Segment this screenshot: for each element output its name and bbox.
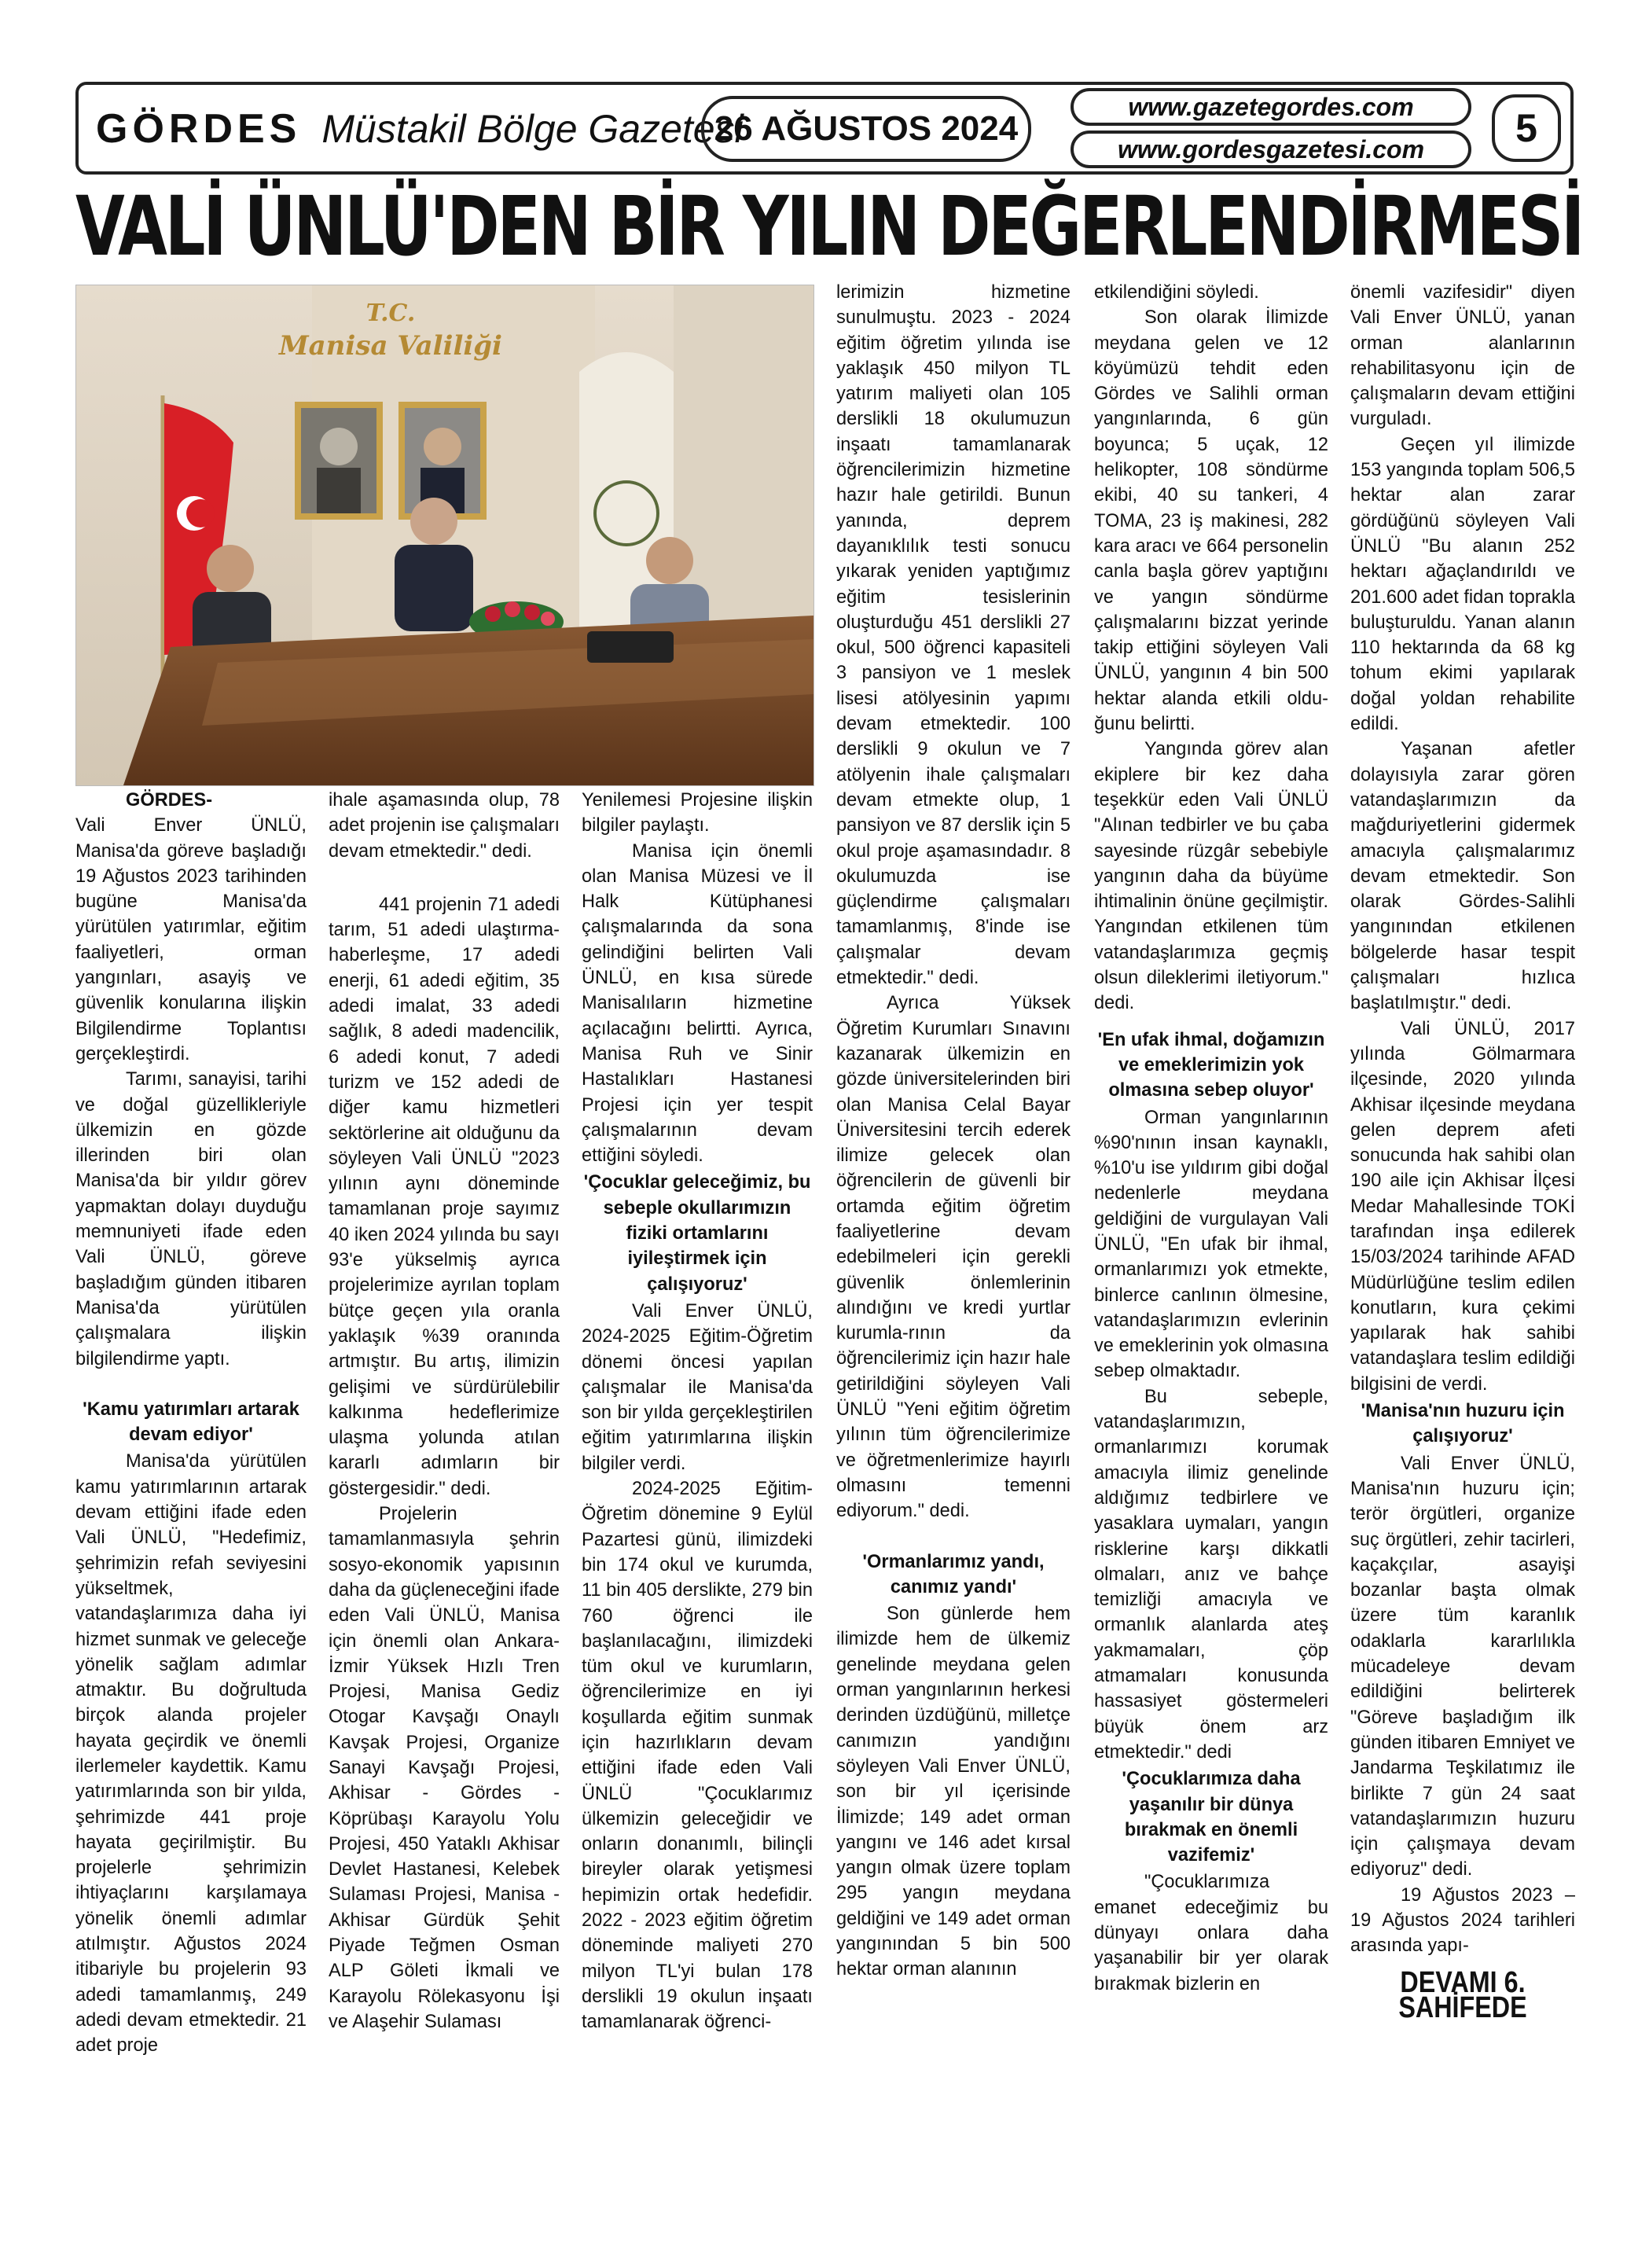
paragraph: Projelerin tamamlanmasıyla şehrin sosyo-ekonomik yapısının daha da güçleneceğini ifade eden Vali ÜNLÜ, Manisa için önemli olan Ankara-İzmir Yüksek Hızlı Tren Projesi, Manisa Gediz Otogar Kavşağı Onaylı Kavşak Projesi, Organize Sanayi Kavşağı Projesi, Akhisar - Gördes - Köprübaşı Karayolu Yolu Projesi, 450 Yataklı Akhisar Devlet Hastanesi, Kelebek Sulaması Projesi, Manisa -Akhisar Gürdük Şehit Piyade Teğmen Osman ALP Göleti İkmali ve Karayolu Rölekasyonu İşi ve Alaşehir Sulaması (329, 1504, 560, 2032)
dateline: GÖRDES- (126, 790, 213, 811)
newspaper-subtitle: Müstakil Bölge Gazetesi (321, 107, 744, 151)
paragraph: Son günlerde hem ilimizde hem de ülkemiz genelinde meydana gelen orman yangınlarının herkesi derinden üzdüğünü, milletçe canımızın yandığını söyleyen Vali Enver ÜNLÜ, son bir yıl içerisinde İlimizde; 149 adet orman yangını ve 146 adet kırsal yangın olmak üzere toplam 295 yangın meydana geldiğini ve 149 adet orman yangınından 5 bin 500 hektar orman alanının (836, 1604, 1071, 1980)
paragraph: Ayrıca Yüksek Öğretim Kurumları Sınavını kazanarak ülkemizin en gözde üniversitelerinden biri olan Manisa Celal Bayar Üniversitesini tercih ederek ilimize gelecek olan öğrencilerin de güvenli bir ortamda eğitim öğretim faaliyetlerine devam edebilmeleri için gerekli güvenlik önlemlerinin alındığını ve kredi yurtlar kurumla-rının da öğrencilerimiz için hazır hale getirildiğini söyleyen Vali ÜNLÜ "Yeni eğitim öğretim yılının tüm öğrencilerimize ve öğretmenlerimize hayırlı olmasını temenni ediyorum." dedi. (836, 993, 1071, 1522)
continued-on-page-link[interactable]: DEVAMI 6. SAHİFEDE (1398, 1965, 1527, 2024)
paragraph: Yangında görev alan ekiplere bir kez daha teşekkür eden Vali ÜNLÜ "Alınan tedbirler ve bu çaba sayesinde rüzgâr sebebiyle yangının daha da büyüme ihtimalinin önüne geçilmiştir. Yangından etkilenen tüm vatandaşlarımıza geçmiş olsun dileklerimi iletiyorum." dedi. (1094, 739, 1328, 1014)
paragraph: lerimizin hizmetine sunulmuştu. 2023 - 2024 eğitim öğretim yılında ise yaklaşık 450 milyon TL yatırım maliyeti olan 105 derslikli 18 okulumuzun inşaatı tamamlanarak öğrencilerimizin hizmetine hazır hale getirildi. Bunun yanında, deprem dayanıklılık testi sonucu yıkarak yeniden yaptığımız eğitim tesislerinin oluşturduğu 451 derslikli 27 okul, 500 öğrenci kapasiteli 3 pansiyon ve 1 meslek lisesi atölyesinin yapımı devam etmektedir. 100 derslikli 9 okulun ve 7 atölyenin ihale çalışmaları devam etmekte olup, 1 pansiyon ve 87 derslik için 5 okul proje aşamasındadır. 8 okulumuzda ise güçlendirme çalışmaları tamamlanmış, 8'inde ise çalışmalar devam etmektedir." dedi. (836, 282, 1071, 989)
paragraph: Yaşanan afetler dolayısıyla zarar gören vatandaşlarımızın da mağduriyetlerini gidermek amacıyla çalışmalarımız devam etmektedir. Son olarak Gördes-Salihli yangınından etkilenen bölgelerde hasar tespit çalışmaları hızlıca başlatılmıştır." dedi. (1350, 739, 1575, 1014)
paragraph: etkilendiğini söyledi. (1094, 282, 1259, 303)
column-4 (836, 280, 1071, 1983)
newspaper-name: GÖRDES (96, 106, 302, 152)
column-3 (582, 788, 813, 2035)
subheading: 'Çocuklar geleceğimiz, bu sebeple okullarımızın fiziki ortamlarını iyileştirmek için çalışıyoruz' (583, 1172, 811, 1295)
masthead (75, 82, 1574, 175)
subheading: 'Çocuklarımıza daha yaşanılır bir dünya bırakmak en önemli vazifemiz' (1122, 1769, 1301, 1866)
subheading: 'Ormanlarımız yandı, canımız yandı' (862, 1551, 1045, 1597)
paragraph: 19 Ağustos 2023 – 19 Ağustos 2024 tarihleri arasında yapı- (1350, 1884, 1575, 1957)
paragraph: Geçen yıl ilimizde 153 yangında toplam 506,5 hektar alan zarar gördüğünü söyleyen Vali ÜNLÜ "Bu alanın 252 hektarı ağaçlandırıldı ve 201.600 adet fidan toprakla buluşturuldu. Yanan alanın 110 hektarında da 68 kg tohum ekimi yapılarak doğal yoldan rehabilite edildi. (1350, 434, 1575, 735)
subheading: 'Manisa'nın huzuru için çalışıyoruz' (1361, 1401, 1565, 1447)
paragraph (75, 788, 307, 1067)
paragraph-text: Vali Enver ÜNLÜ, Manisa'da göreve başladığı 19 Ağustos 2023 tarihinden bugüne Manisa'da yürütülen yatırımlar, eğitim faaliyetleri, orman yangınları, asayiş ve güvenlik konularına ilişkin Bilgilendirme Toplantısı gerçekleştirdi. (75, 815, 307, 1064)
paragraph: önemli vazifesidir" diyen Vali Enver ÜNLÜ, yanan orman alanlarının rehabilitasyonu için de çalışmaların devam ettiğini vurguladı. (1350, 282, 1575, 430)
paragraph: Son olarak İlimizde meydana gelen ve 12 köyümüzü tehdit eden Gördes ve Salihli orman yangınlarında, 6 gün boyunca; 5 uçak, 12 helikopter, 108 söndürme ekibi, 40 su tankeri, 4 TOMA, 23 iş makinesi, 282 kara aracı ve 664 personelin canla başla görev yaptığını ve yangın söndürme çalışmalarını bizzat yerinde takip ettiğini söyleyen Vali ÜNLÜ, yangının 4 bin 500 hektar alanda etkili oldu-ğunu belirtti. (1094, 307, 1328, 735)
article-photo (75, 285, 814, 786)
paragraph: Vali Enver ÜNLÜ, Manisa'nın huzuru için; terör örgütleri, organize suç örgütleri, zehir tacirleri, kaçakçılar, asayişi bozanlar başta olmak üzere tüm karanlık odaklarla kararlılıkla mücadeleye devam edildiğini belirterek "Göreve başladığım ilk günden itibaren Emniyet ve Jandarma Teşkilatımız ile birlikte 7 gün 24 saat vatandaşlarımızın huzuru için çalışmaya devam ediyoruz" dedi. (1350, 1453, 1575, 1880)
paragraph: ihale aşamasında olup, 78 adet projenin ise çalışmaları devam etmektedir." dedi. (329, 790, 560, 862)
paragraph: Yenilemesi Projesine ilişkin bilgiler paylaştı. (582, 790, 813, 836)
subheading: 'En ufak ihmal, doğamızın ve emeklerimizin yok olmasına sebep oluyor' (1097, 1029, 1325, 1101)
sign-line-1: T.C. (365, 300, 416, 327)
website-link-1[interactable]: www.gazetegordes.com (1071, 88, 1471, 126)
page-number: 5 (1492, 94, 1561, 162)
website-link-2[interactable]: www.gordesgazetesi.com (1071, 130, 1471, 168)
paragraph: 2024-2025 Eğitim-Öğretim dönemine 9 Eylül Pazartesi günü, ilimizdeki bin 174 okul ve kurumda, 11 bin 405 derslikte, 279 bin 760 öğrenci ile başlanılacağını, ilimizdeki tüm okul ve kurumların, öğrencilerimize en iyi koşullarda eğitim sunmak için hazırlıkların devam ettiğini ifade eden Vali ÜNLÜ "Çocuklarımız ülkemizin geleceğidir ve onların donanımlı, bilinçli bireyler olarak yetişmesi hepimizin ortak hedefidir. 2022 - 2023 eğitim öğretim döneminde maliyeti 270 milyon TL'yi bulan 178 derslikli 19 okulun inşaatı tamamlanarak öğrenci- (582, 1479, 813, 2033)
subheading: 'Kamu yatırımları artarak devam ediyor' (83, 1399, 299, 1446)
column-2 (329, 788, 560, 2035)
paragraph: Manisa'da yürütülen kamu yatırımlarının artarak devam ettiğini ifade eden Vali ÜNLÜ, "Hedefimiz, şehrimizin refah seviyesini yükseltmek, vatandaşlarımıza daha iyi hizmet sunmak ve geleceğe yönelik sağlam adımlar atmaktır. Bu doğrultuda birçok alanda projeler hayata geçirdik ve önemli ilerlemeler kaydettik. Kamu yatırımlarında son bir yılda, şehrimizde 441 proje hayata geçirilmiştir. Bu projelerle şehrimizin ihtiyaçlarını karşılamaya yönelik önemli adımlar atılmıştır. Ağustos 2024 itibariyle bu projelerin 93 adedi tamamlanmış, 249 adedi devam etmektedir. 21 adet proje (75, 1451, 307, 2057)
article-headline: VALİ ÜNLÜ'DEN BİR YILIN DEĞERLENDİRMESİ (75, 178, 1583, 274)
paragraph: Bu sebeple, vatandaşlarımızın, ormanlarımızı korumak amacıyla ilimiz genelinde aldığımız tedbirlere ve yasaklara uymaları, yangın risklerine karşı dikkatli olmaları, anız ve bahçe temizliği amacıyla ve ormanlık alanlarda ateş yakmamaları, çöp atmamaları konusunda hassasiyet göstermeleri büyük önem arz etmektedir." dedi (1094, 1386, 1328, 1763)
issue-date: 26 AĞUSTOS 2024 (701, 96, 1031, 162)
paragraph: Orman yangınlarının %90'nının insan kaynaklı, %10'u ise yıldırım gibi doğal nedenlerle meydana geldiğini de vurgulayan Vali ÜNLÜ, "En ufak bir ihmal, ormanlarımızı yok etmekte, binlerce canlının ölmesine, vatandaşlarımızın evlerinin ve emeklerinin yok olmasına sebep olmaktadır. (1094, 1107, 1328, 1382)
masthead-brand (96, 99, 744, 159)
paragraph: Vali Enver ÜNLÜ, 2024-2025 Eğitim-Öğretim dönemi öncesi yapılan çalışmalar ile Manisa'da son bir yılda gerçekleştirilen eğitim yatırımlarına ilişkin bilgiler verdi. (582, 1300, 813, 1474)
paragraph: Vali ÜNLÜ, 2017 yılında Gölmarmara ilçesinde, 2020 yılında Akhisar ilçesinde meydana gelen deprem afeti sonucunda hak sahibi olan 190 aile için Akhisar İlçesi Medar Mahallesinde TOKİ tarafından inşa edilerek 15/03/2024 tarihinde AFAD Müdürlüğüne teslim edilen konutların, kura çekimi yapılarak hak sahibi vatandaşlara teslim edildiği bilgisini de verdi. (1350, 1018, 1575, 1395)
paragraph: Manisa için önemli olan Manisa Müzesi ve İl Halk Kütüphanesi çalışmalarında da sona gelindiğini belirten Vali ÜNLÜ, en kısa sürede Manisalıların hizmetine açılacağını belirtti. Ayrıca, Manisa Ruh ve Sinir Hastalıkları Hastanesi Projesi için yer tespit çalışmalarının devam ettiğini söyledi. (582, 840, 813, 1167)
column-5 (1094, 280, 1328, 1997)
column-6 (1350, 280, 1575, 2024)
paragraph: 441 projenin 71 adedi tarım, 51 adedi ulaştırma- haberleşme, 17 adedi enerji, 61 adedi eğitim, 35 adedi imalat, 33 adedi sağlık, 8 adedi madencilik, 6 adedi konut, 7 adedi turizm ve 152 adedi de diğer kamu hizmetleri sektörlerine ait olduğunu da söyleyen Vali ÜNLÜ "2023 yılının aynı döneminde tamamlanan proje sayımız 40 iken 2024 yılında bu sayı 93'e yükselmiş ayrıca projelerimize ayrılan toplam bütçe geçen yıla oranla yaklaşık %39 oranında artmıştır. Bu artış, ilimizin gelişimi ve sürdürülebilir kalkınma hedeflerimize ulaşma yolunda atılan kararlı adımların bir göstergesidir." dedi. (329, 894, 560, 1499)
paragraph: "Çocuklarımıza emanet edeceğimiz bu dünyayı onlara daha yaşanabilir bir yer olarak bırakmak bizlerin en (1094, 1872, 1328, 1994)
sign-line-2: Manisa Valiliği (279, 330, 502, 362)
meeting-photo-illustration (76, 285, 813, 785)
column-1 (75, 788, 307, 2059)
paragraph: Tarımı, sanayisi, tarihi ve doğal güzellikleriyle ülkemizin en gözde illerinden biri olan Manisa'da bir yıldır görev yapmaktan dolayı duyduğu memnuniyeti ifade eden Vali ÜNLÜ, göreve başladığım günden itibaren Manisa'da yürütülen çalışmalara ilişkin bilgilendirme yaptı. (75, 1069, 307, 1369)
